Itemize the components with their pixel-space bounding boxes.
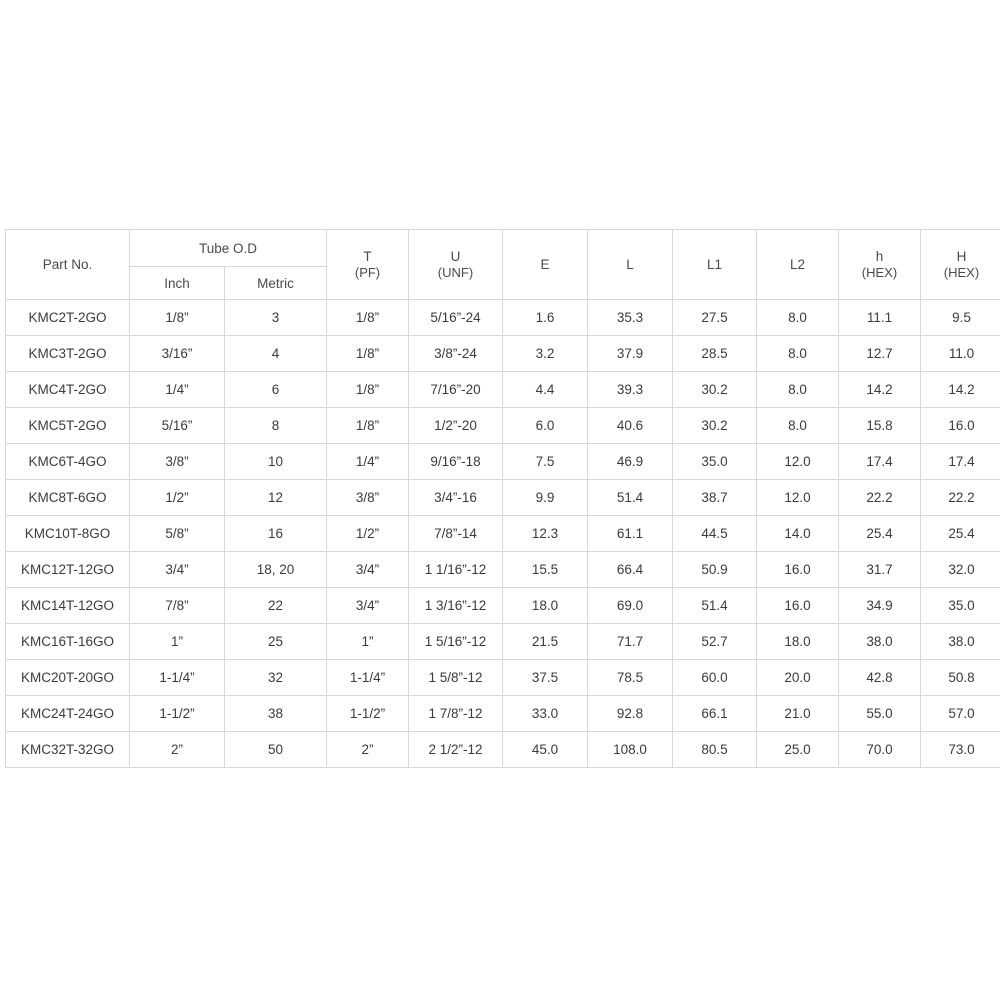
table-row bbox=[6, 552, 1000, 588]
specification-table bbox=[5, 229, 1000, 768]
cell-t: 1-1/4” bbox=[327, 660, 409, 696]
cell-u: 3/8”-24 bbox=[409, 336, 503, 372]
cell-e: 7.5 bbox=[503, 444, 588, 480]
header-h-sub: (HEX) bbox=[861, 264, 898, 280]
cell-inch: 2” bbox=[130, 732, 225, 768]
cell-inch: 1/4” bbox=[130, 372, 225, 408]
cell-part-no: KMC8T-6GO bbox=[6, 480, 130, 516]
cell-t: 2” bbox=[327, 732, 409, 768]
cell-l2: 16.0 bbox=[757, 588, 839, 624]
header-e: E bbox=[503, 230, 588, 300]
cell-h-hex: 70.0 bbox=[839, 732, 921, 768]
cell-l1: 51.4 bbox=[673, 588, 757, 624]
cell-u: 7/8”-14 bbox=[409, 516, 503, 552]
cell-e: 37.5 bbox=[503, 660, 588, 696]
cell-l1: 66.1 bbox=[673, 696, 757, 732]
cell-t: 3/8” bbox=[327, 480, 409, 516]
cell-l1: 52.7 bbox=[673, 624, 757, 660]
header-h-label: h bbox=[875, 248, 884, 264]
cell-t: 1/8” bbox=[327, 372, 409, 408]
cell-l2: 8.0 bbox=[757, 408, 839, 444]
header-part-no bbox=[6, 230, 130, 300]
cell-h-hex: 38.0 bbox=[839, 624, 921, 660]
cell-u: 1 1/16”-12 bbox=[409, 552, 503, 588]
cell-H-hex: 25.4 bbox=[921, 516, 1000, 552]
cell-l2: 8.0 bbox=[757, 300, 839, 336]
cell-u: 1 3/16”-12 bbox=[409, 588, 503, 624]
cell-l: 35.3 bbox=[588, 300, 673, 336]
cell-e: 1.6 bbox=[503, 300, 588, 336]
cell-u: 1/2”-20 bbox=[409, 408, 503, 444]
cell-inch: 1/2” bbox=[130, 480, 225, 516]
cell-l: 37.9 bbox=[588, 336, 673, 372]
cell-part-no: KMC32T-32GO bbox=[6, 732, 130, 768]
cell-H-hex: 17.4 bbox=[921, 444, 1000, 480]
cell-part-no: KMC24T-24GO bbox=[6, 696, 130, 732]
cell-l2: 14.0 bbox=[757, 516, 839, 552]
cell-part-no: KMC5T-2GO bbox=[6, 408, 130, 444]
cell-e: 12.3 bbox=[503, 516, 588, 552]
cell-inch: 1-1/4” bbox=[130, 660, 225, 696]
cell-e: 15.5 bbox=[503, 552, 588, 588]
table-body bbox=[6, 300, 1000, 768]
cell-inch: 1/8” bbox=[130, 300, 225, 336]
cell-l: 40.6 bbox=[588, 408, 673, 444]
header-t-label: T bbox=[363, 248, 372, 264]
table-row bbox=[6, 732, 1000, 768]
cell-H-hex: 35.0 bbox=[921, 588, 1000, 624]
cell-l2: 16.0 bbox=[757, 552, 839, 588]
cell-u: 9/16”-18 bbox=[409, 444, 503, 480]
header-tube-od: Tube O.D bbox=[130, 230, 327, 267]
cell-inch: 3/8” bbox=[130, 444, 225, 480]
cell-metric: 12 bbox=[225, 480, 327, 516]
cell-t: 1-1/2” bbox=[327, 696, 409, 732]
cell-l: 46.9 bbox=[588, 444, 673, 480]
cell-e: 6.0 bbox=[503, 408, 588, 444]
cell-H-hex: 50.8 bbox=[921, 660, 1000, 696]
cell-u: 3/4”-16 bbox=[409, 480, 503, 516]
cell-metric: 22 bbox=[225, 588, 327, 624]
cell-e: 3.2 bbox=[503, 336, 588, 372]
cell-l2: 21.0 bbox=[757, 696, 839, 732]
cell-u: 1 7/8”-12 bbox=[409, 696, 503, 732]
cell-u: 5/16”-24 bbox=[409, 300, 503, 336]
header-u-sub: (UNF) bbox=[437, 264, 474, 280]
cell-l1: 44.5 bbox=[673, 516, 757, 552]
cell-H-hex: 22.2 bbox=[921, 480, 1000, 516]
header-l1: L1 bbox=[673, 230, 757, 300]
cell-h-hex: 31.7 bbox=[839, 552, 921, 588]
header-metric: Metric bbox=[225, 267, 327, 300]
cell-part-no: KMC10T-8GO bbox=[6, 516, 130, 552]
cell-H-hex: 9.5 bbox=[921, 300, 1000, 336]
cell-l2: 8.0 bbox=[757, 372, 839, 408]
header-h-hex bbox=[839, 230, 921, 300]
table-row bbox=[6, 588, 1000, 624]
cell-t: 3/4” bbox=[327, 552, 409, 588]
cell-l1: 30.2 bbox=[673, 372, 757, 408]
cell-metric: 8 bbox=[225, 408, 327, 444]
cell-h-hex: 34.9 bbox=[839, 588, 921, 624]
table-row bbox=[6, 300, 1000, 336]
cell-H-hex: 38.0 bbox=[921, 624, 1000, 660]
table-row bbox=[6, 696, 1000, 732]
cell-t: 1/8” bbox=[327, 336, 409, 372]
cell-metric: 4 bbox=[225, 336, 327, 372]
table-row bbox=[6, 336, 1000, 372]
cell-part-no: KMC3T-2GO bbox=[6, 336, 130, 372]
cell-l2: 12.0 bbox=[757, 444, 839, 480]
cell-l2: 20.0 bbox=[757, 660, 839, 696]
header-u-label: U bbox=[450, 248, 461, 264]
cell-l2: 18.0 bbox=[757, 624, 839, 660]
cell-inch: 1-1/2” bbox=[130, 696, 225, 732]
cell-t: 1/4” bbox=[327, 444, 409, 480]
cell-e: 33.0 bbox=[503, 696, 588, 732]
cell-h-hex: 25.4 bbox=[839, 516, 921, 552]
cell-l: 66.4 bbox=[588, 552, 673, 588]
table-row bbox=[6, 624, 1000, 660]
cell-h-hex: 12.7 bbox=[839, 336, 921, 372]
header-inch: Inch bbox=[130, 267, 225, 300]
table-row bbox=[6, 516, 1000, 552]
cell-l1: 38.7 bbox=[673, 480, 757, 516]
cell-part-no: KMC20T-20GO bbox=[6, 660, 130, 696]
cell-metric: 3 bbox=[225, 300, 327, 336]
cell-h-hex: 11.1 bbox=[839, 300, 921, 336]
cell-H-hex: 73.0 bbox=[921, 732, 1000, 768]
header-H-sub: (HEX) bbox=[943, 264, 980, 280]
header-t bbox=[327, 230, 409, 300]
cell-part-no: KMC12T-12GO bbox=[6, 552, 130, 588]
cell-l1: 35.0 bbox=[673, 444, 757, 480]
cell-l: 61.1 bbox=[588, 516, 673, 552]
cell-e: 21.5 bbox=[503, 624, 588, 660]
header-part-no-label: Part No. bbox=[42, 257, 93, 272]
header-H-hex bbox=[921, 230, 1000, 300]
cell-l1: 27.5 bbox=[673, 300, 757, 336]
cell-e: 4.4 bbox=[503, 372, 588, 408]
cell-H-hex: 16.0 bbox=[921, 408, 1000, 444]
table-row bbox=[6, 480, 1000, 516]
cell-inch: 3/4” bbox=[130, 552, 225, 588]
cell-metric: 38 bbox=[225, 696, 327, 732]
cell-l2: 25.0 bbox=[757, 732, 839, 768]
header-u bbox=[409, 230, 503, 300]
cell-e: 45.0 bbox=[503, 732, 588, 768]
cell-metric: 16 bbox=[225, 516, 327, 552]
cell-H-hex: 32.0 bbox=[921, 552, 1000, 588]
cell-inch: 7/8” bbox=[130, 588, 225, 624]
cell-l: 92.8 bbox=[588, 696, 673, 732]
cell-metric: 18, 20 bbox=[225, 552, 327, 588]
cell-t: 1/2” bbox=[327, 516, 409, 552]
cell-metric: 50 bbox=[225, 732, 327, 768]
cell-H-hex: 11.0 bbox=[921, 336, 1000, 372]
cell-l1: 80.5 bbox=[673, 732, 757, 768]
cell-part-no: KMC4T-2GO bbox=[6, 372, 130, 408]
cell-u: 2 1/2”-12 bbox=[409, 732, 503, 768]
header-l2: L2 bbox=[757, 230, 839, 300]
spec-table-container bbox=[5, 229, 995, 768]
table-row bbox=[6, 372, 1000, 408]
cell-e: 18.0 bbox=[503, 588, 588, 624]
cell-t: 1/8” bbox=[327, 300, 409, 336]
table-row bbox=[6, 660, 1000, 696]
cell-h-hex: 17.4 bbox=[839, 444, 921, 480]
cell-l: 78.5 bbox=[588, 660, 673, 696]
cell-part-no: KMC14T-12GO bbox=[6, 588, 130, 624]
cell-metric: 25 bbox=[225, 624, 327, 660]
cell-l: 51.4 bbox=[588, 480, 673, 516]
cell-metric: 10 bbox=[225, 444, 327, 480]
cell-u: 1 5/16”-12 bbox=[409, 624, 503, 660]
cell-u: 1 5/8”-12 bbox=[409, 660, 503, 696]
cell-t: 3/4” bbox=[327, 588, 409, 624]
cell-inch: 5/8” bbox=[130, 516, 225, 552]
cell-h-hex: 42.8 bbox=[839, 660, 921, 696]
cell-h-hex: 14.2 bbox=[839, 372, 921, 408]
header-t-sub: (PF) bbox=[354, 264, 381, 280]
header-l: L bbox=[588, 230, 673, 300]
cell-inch: 5/16” bbox=[130, 408, 225, 444]
cell-H-hex: 57.0 bbox=[921, 696, 1000, 732]
cell-u: 7/16”-20 bbox=[409, 372, 503, 408]
header-row-primary bbox=[6, 230, 1000, 267]
cell-l: 108.0 bbox=[588, 732, 673, 768]
cell-h-hex: 55.0 bbox=[839, 696, 921, 732]
table-row bbox=[6, 408, 1000, 444]
cell-l: 39.3 bbox=[588, 372, 673, 408]
cell-inch: 3/16” bbox=[130, 336, 225, 372]
cell-part-no: KMC2T-2GO bbox=[6, 300, 130, 336]
cell-l1: 28.5 bbox=[673, 336, 757, 372]
cell-l: 69.0 bbox=[588, 588, 673, 624]
cell-l1: 30.2 bbox=[673, 408, 757, 444]
table-row bbox=[6, 444, 1000, 480]
cell-part-no: KMC16T-16GO bbox=[6, 624, 130, 660]
cell-H-hex: 14.2 bbox=[921, 372, 1000, 408]
cell-h-hex: 22.2 bbox=[839, 480, 921, 516]
cell-t: 1/8” bbox=[327, 408, 409, 444]
cell-metric: 32 bbox=[225, 660, 327, 696]
cell-l1: 60.0 bbox=[673, 660, 757, 696]
cell-l2: 12.0 bbox=[757, 480, 839, 516]
header-H-label: H bbox=[956, 248, 967, 264]
cell-t: 1” bbox=[327, 624, 409, 660]
cell-part-no: KMC6T-4GO bbox=[6, 444, 130, 480]
cell-h-hex: 15.8 bbox=[839, 408, 921, 444]
cell-e: 9.9 bbox=[503, 480, 588, 516]
cell-l2: 8.0 bbox=[757, 336, 839, 372]
cell-l: 71.7 bbox=[588, 624, 673, 660]
cell-metric: 6 bbox=[225, 372, 327, 408]
cell-inch: 1” bbox=[130, 624, 225, 660]
cell-l1: 50.9 bbox=[673, 552, 757, 588]
table-header bbox=[6, 230, 1000, 300]
